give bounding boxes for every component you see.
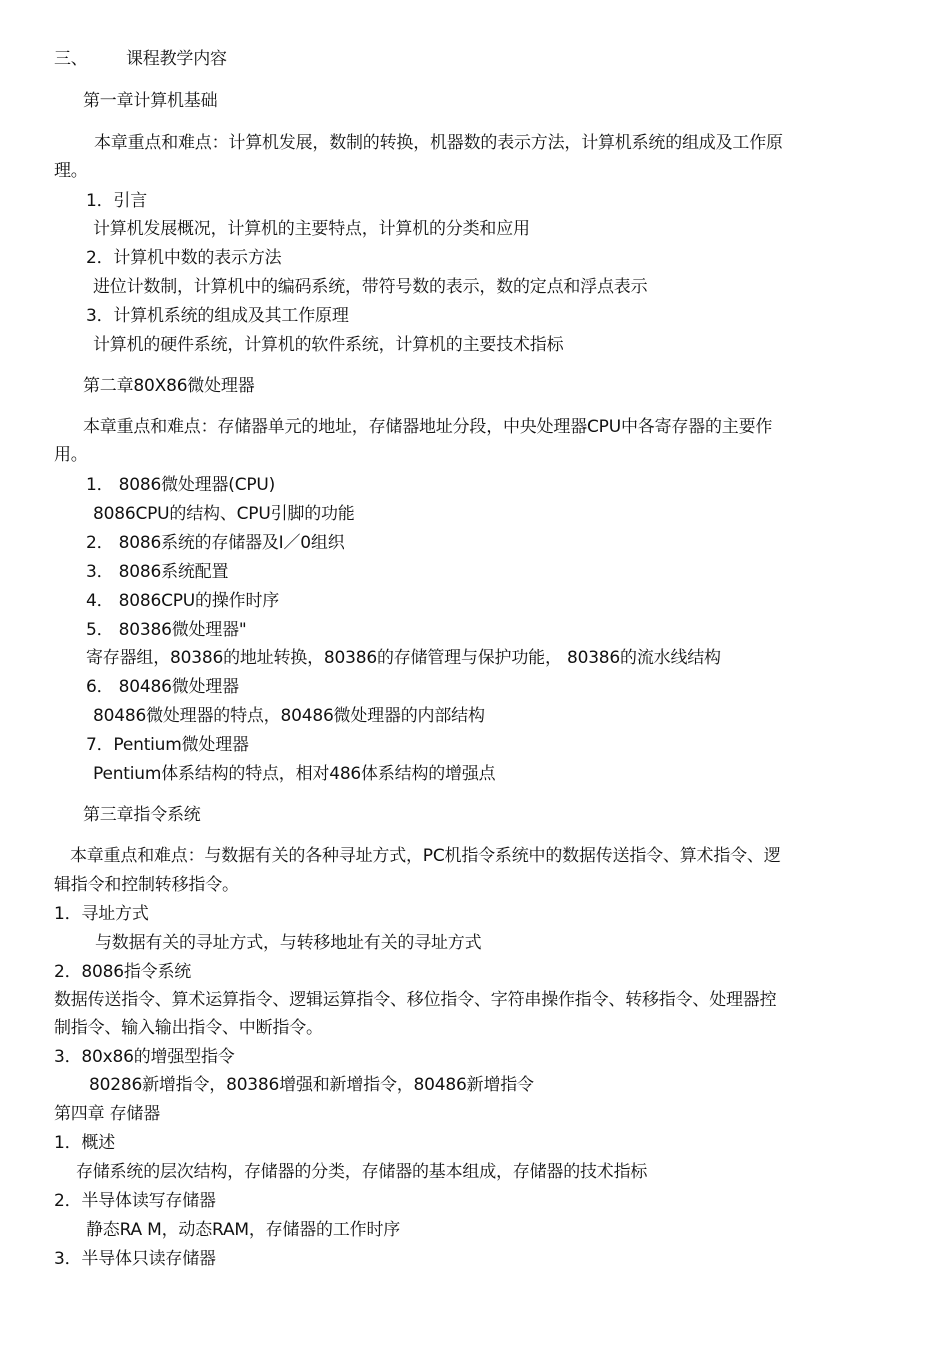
chapter-2-line: 8086CPU的结构、CPU引脚的功能 bbox=[93, 504, 355, 524]
chapter-3-line: 3．80x86的增强型指令 bbox=[54, 1047, 235, 1067]
chapter-2-line: 3． 8086系统配置 bbox=[86, 562, 229, 582]
chapter-3-line: 1．寻址方式 bbox=[54, 904, 149, 924]
chapter-2-line: 5． 80386微处理器" bbox=[86, 620, 247, 640]
chapter-3-line: 与数据有关的寻址方式，与转移地址有关的寻址方式 bbox=[95, 933, 482, 953]
chapter-1-item-1-heading: 1．引言 bbox=[86, 191, 148, 211]
chapter-3-line: 2．8086指令系统 bbox=[54, 962, 192, 982]
chapter-3-focus-line-2: 辑指令和控制转移指令。 bbox=[54, 875, 239, 895]
chapter-4-title: 第四章 存储器 bbox=[54, 1104, 161, 1124]
chapter-1-item-1-detail: 计算机发展概况，计算机的主要特点，计算机的分类和应用 bbox=[93, 219, 530, 239]
chapter-2-line: 6． 80486微处理器 bbox=[86, 677, 239, 697]
chapter-2-line: 寄存器组，80386的地址转换，80386的存储管理与保护功能， 80386的流水线结构 bbox=[86, 648, 721, 668]
section-title: 课程教学内容 bbox=[126, 49, 227, 69]
chapter-4-line: 存储系统的层次结构，存储器的分类，存储器的基本组成，存储器的技术指标 bbox=[76, 1162, 648, 1182]
chapter-2-line: 2． 8086系统的存储器及I／0组织 bbox=[86, 533, 345, 553]
chapter-2-title: 第二章80X86微处理器 bbox=[83, 376, 255, 396]
chapter-3-line: 制指令、输入输出指令、中断指令。 bbox=[54, 1018, 323, 1038]
chapter-2-line: 7．Pentium微处理器 bbox=[86, 735, 249, 755]
chapter-1-item-2-heading: 2．计算机中数的表示方法 bbox=[86, 248, 282, 268]
section-number: 三、 bbox=[54, 49, 88, 69]
chapter-1-item-3-detail: 计算机的硬件系统，计算机的软件系统，计算机的主要技术指标 bbox=[93, 335, 564, 355]
chapter-2-line: 4． 8086CPU的操作时序 bbox=[86, 591, 280, 611]
chapter-4-line: 2．半导体读写存储器 bbox=[54, 1191, 216, 1211]
chapter-1-item-2-detail: 进位计数制，计算机中的编码系统，带符号数的表示，数的定点和浮点表示 bbox=[93, 277, 648, 297]
chapter-2-line: Pentium体系结构的特点，相对486体系结构的增强点 bbox=[93, 764, 496, 784]
chapter-4-line: 3．半导体只读存储器 bbox=[54, 1249, 216, 1269]
chapter-2-line: 1． 8086微处理器(CPU) bbox=[86, 475, 276, 495]
chapter-3-title: 第三章指令系统 bbox=[83, 805, 201, 825]
chapter-1-focus-line-2: 理。 bbox=[54, 161, 88, 181]
chapter-3-line: 80286新增指令，80386增强和新增指令，80486新增指令 bbox=[89, 1075, 534, 1095]
chapter-1-title: 第一章计算机基础 bbox=[83, 91, 218, 111]
chapter-3-focus-line-1: 本章重点和难点：与数据有关的各种寻址方式，PC机指令系统中的数据传送指令、算术指令、逻 bbox=[70, 846, 781, 866]
chapter-2-line: 80486微处理器的特点，80486微处理器的内部结构 bbox=[93, 706, 485, 726]
chapter-4-line: 静态RA M，动态RAM，存储器的工作时序 bbox=[86, 1220, 401, 1240]
chapter-3-line: 数据传送指令、算术运算指令、逻辑运算指令、移位指令、字符串操作指令、转移指令、处理器控 bbox=[54, 990, 777, 1010]
chapter-1-item-3-heading: 3．计算机系统的组成及其工作原理 bbox=[86, 306, 349, 326]
chapter-1-focus-line-1: 本章重点和难点：计算机发展，数制的转换，机器数的表示方法，计算机系统的组成及工作原 bbox=[94, 133, 783, 153]
chapter-2-focus-line-1: 本章重点和难点：存储器单元的地址，存储器地址分段，中央处理器CPU中各寄存器的主要作 bbox=[83, 417, 773, 437]
chapter-4-line: 1．概述 bbox=[54, 1133, 116, 1153]
chapter-2-focus-line-2: 用。 bbox=[54, 445, 88, 465]
